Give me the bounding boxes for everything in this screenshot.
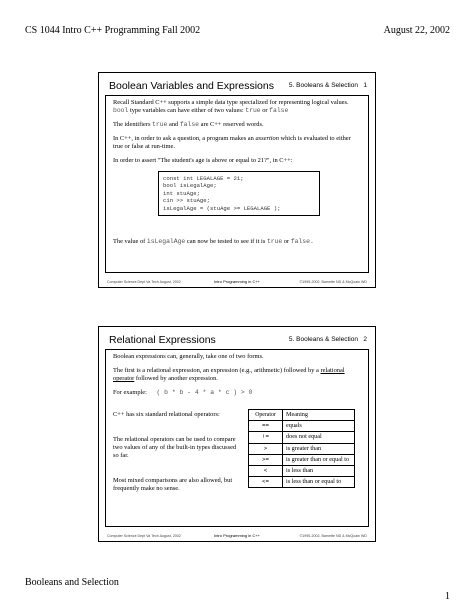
code-line: bool isLegalAge;	[163, 182, 217, 190]
table-cell: <	[249, 465, 283, 476]
table-cell: equals	[283, 421, 355, 432]
table-header: Meaning	[283, 410, 355, 421]
table-row	[249, 454, 355, 465]
page-footer-left: Booleans and Selection	[25, 577, 119, 588]
table-row	[249, 443, 355, 454]
slide-2	[98, 326, 376, 542]
slide-1-paragraph-1	[113, 99, 361, 115]
table-cell: ==	[249, 421, 283, 432]
table-header: Operator	[249, 410, 283, 421]
slide-2-section	[289, 336, 367, 343]
slide-2-footer-center: Intro Programming in C++	[213, 533, 261, 538]
slide-2-paragraph-5: Most mixed comparisons are also allowed, but frequently make no sense.	[113, 477, 233, 492]
slide-1-paragraph-3	[113, 135, 361, 151]
code-line: const int LEGALAGE = 21;	[163, 175, 244, 182]
slide-2-paragraph-2	[113, 367, 361, 383]
table-cell: !=	[249, 432, 283, 443]
table-cell: is greater than or equal to	[283, 454, 355, 465]
slide-2-footer-right: ©1995-2002, Barnette ND & McQuain WD	[299, 534, 367, 538]
slide-2-footer-left: Computer Science Dept Va Tech August, 2002	[107, 534, 181, 538]
code-line: cin >> stuAge;	[163, 197, 210, 205]
slide-1-paragraph-5	[113, 238, 361, 246]
code-line: int stuAge;	[163, 189, 200, 197]
text: Recall Standard C++ supports a simple data type specialized for representing logical values.	[113, 99, 349, 106]
text: can now be tested to see if it is	[185, 238, 267, 246]
table-cell: >=	[249, 454, 283, 465]
code-block	[158, 171, 320, 216]
example-code: ( b * b - 4 * a * c ) > 0	[156, 389, 253, 396]
code-text: false.	[290, 238, 314, 246]
slide-2-paragraph-4: The relational operators can be used to compare two values of any of the built-in types discussed so far.	[113, 436, 237, 459]
slide-2-paragraph-3: C++ has six standard relational operators:	[113, 411, 220, 418]
slide-number: 2	[363, 336, 367, 343]
section-label: 5. Booleans & Selection	[288, 82, 358, 89]
text: In C++, in order to ask a question, a program makes an	[113, 135, 256, 142]
table-cell: does not equal	[283, 432, 355, 443]
text: followed by another expression.	[134, 375, 218, 382]
page-number: 1	[445, 591, 450, 602]
slide-1-footer-left: Computer Science Dept Va Tech August, 2002	[107, 280, 181, 284]
slide-2-paragraph-1: Boolean expressions can, generally, take one of two forms.	[113, 353, 264, 360]
slide-1-paragraph-4: In order to assert "The student's age is above or equal to 21?", in C++:	[113, 157, 293, 164]
code-text: false	[179, 121, 200, 128]
table-cell: is greater than	[283, 443, 355, 454]
slide-1-footer-center: Intro Programming in C++	[213, 279, 261, 284]
underlined-text: relational operator	[113, 367, 345, 382]
slide-2-body	[105, 349, 369, 527]
section-label: 5. Booleans & Selection	[288, 336, 358, 343]
slide-1-title: Boolean Variables and Expressions	[109, 80, 274, 92]
slide-1-footer-right: ©1995-2002, Barnette ND & McQuain WD	[299, 280, 367, 284]
text: The value of	[113, 238, 147, 246]
table-row	[249, 477, 355, 488]
code-text: true	[152, 121, 168, 128]
code-text: bool	[113, 107, 129, 114]
text: The first is a relational expression, an expression (e.g., arithmetic) followed by a	[113, 367, 321, 374]
code-text: true	[245, 107, 261, 114]
text: and	[167, 121, 180, 128]
slide-2-example	[113, 389, 361, 397]
text: which is evaluated to either true or false at run-time.	[113, 135, 351, 150]
slide-1	[98, 72, 376, 288]
text: or	[260, 107, 270, 114]
table-cell: is less than	[283, 465, 355, 476]
slide-1-body	[105, 95, 369, 273]
emphasis-text: assertion	[255, 135, 279, 142]
slide-1-paragraph-2	[113, 121, 361, 129]
table-header-row	[249, 410, 355, 421]
page-header-right: August 22, 2002	[383, 25, 450, 36]
text: The identifiers	[113, 121, 153, 128]
code-text: false	[269, 107, 289, 114]
page-header-left: CS 1044 Intro C++ Programming Fall 2002	[25, 25, 201, 36]
table-cell: is less than or equal to	[283, 477, 355, 488]
text: type variables can have either of two values:	[128, 107, 246, 114]
code-line: isLegalAge = (stuAge >= LEGALAGE );	[163, 204, 281, 212]
table-cell: <=	[249, 477, 283, 488]
table-row	[249, 421, 355, 432]
text: or	[282, 238, 291, 246]
slide-number: 1	[363, 82, 367, 89]
slide-2-title: Relational Expressions	[109, 334, 216, 346]
slide-1-section	[289, 82, 367, 89]
example-label: For example:	[113, 389, 147, 396]
code-text: true	[266, 238, 283, 246]
operators-table	[248, 409, 355, 488]
table-row	[249, 432, 355, 443]
code-text: isLegalAge	[146, 238, 186, 246]
text: are C++ reserved words.	[199, 121, 264, 128]
table-row	[249, 465, 355, 476]
table-cell: >	[249, 443, 283, 454]
